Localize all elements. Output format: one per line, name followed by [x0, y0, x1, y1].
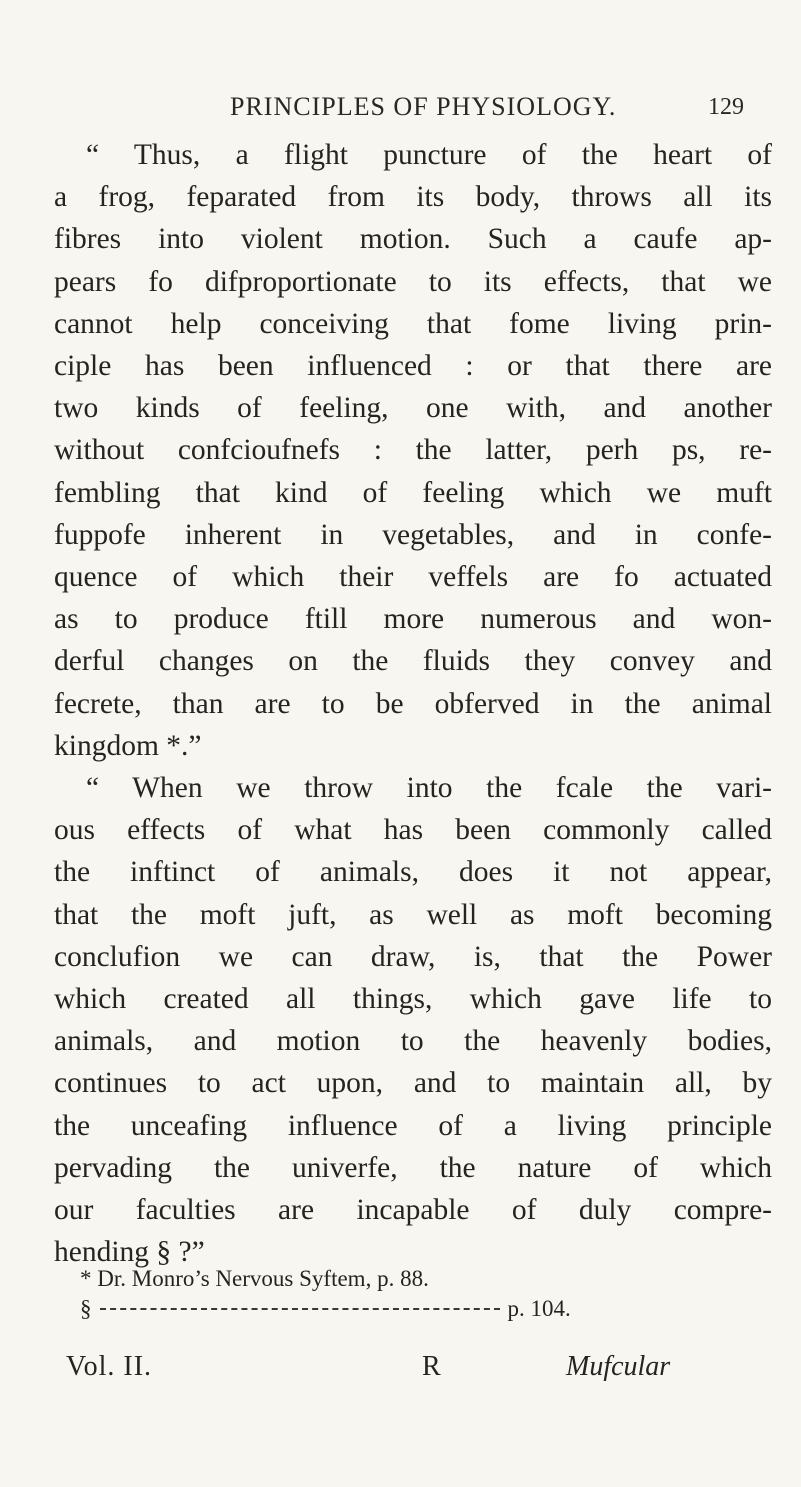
text-line: fibres into violent motion. Such a caufe ap- — [54, 223, 772, 256]
text-line: pervading the univerfe, the nature of which — [54, 1151, 772, 1184]
text-line: two kinds of feeling, one with, and another — [54, 392, 772, 425]
text-line: hending § ?” — [54, 1236, 205, 1269]
text-line: “ When we throw into the fcale the vari- — [86, 772, 772, 805]
text-line: a frog, feparated from its body, throws all its — [54, 181, 772, 214]
footnote-1: * Dr. Monro’s Nervous Syftem, p. 88. — [80, 1266, 429, 1291]
text-line: fecrete, than are to be obferved in the animal — [54, 687, 772, 720]
text-line: as to produce ftill more numerous and won- — [54, 603, 772, 636]
catchword: Mufcular — [566, 1351, 671, 1382]
text-line: that the moft juft, as well as moft becoming — [54, 898, 772, 931]
text-line: which created all things, which gave life to — [54, 983, 772, 1016]
text-line: “ Thus, a flight puncture of the heart of — [86, 139, 772, 171]
text-line: without confcioufnefs : the latter, perh ps, re- — [54, 434, 772, 467]
text-line: animals, and motion to the heavenly bodies, — [54, 1025, 772, 1058]
text-line: our faculties are incapable of duly compre- — [54, 1194, 772, 1227]
footnote-2-ref: p. 104. — [507, 1296, 571, 1321]
footnote-2-mark: § — [80, 1296, 92, 1321]
text-line: fembling that kind of feeling which we muft — [54, 476, 772, 509]
text-line: fuppofe inherent in vegetables, and in confe- — [54, 518, 772, 551]
signature-mark: R — [422, 1351, 441, 1382]
ditto-rule — [100, 1308, 500, 1310]
text-line: ciple has been influenced : or that there are — [54, 350, 772, 383]
body-text — [54, 134, 772, 1273]
text-line: the unceafing influence of a living principle — [54, 1109, 772, 1142]
text-line: continues to act upon, and to maintain all, by — [54, 1067, 772, 1100]
footnotes — [80, 1264, 720, 1324]
text-line: derful changes on the fluids they convey and — [54, 645, 772, 678]
running-head: PRINCIPLES OF PHYSIOLOGY. — [230, 92, 617, 121]
volume-label: Vol. II. — [66, 1351, 153, 1382]
text-line: quence of which their veffels are fo actuated — [54, 561, 772, 594]
text-line: ous effects of what has been commonly called — [54, 814, 772, 847]
text-line: kingdom *.” — [54, 729, 202, 762]
text-line: cannot help conceiving that fome living prin- — [54, 307, 772, 340]
footnote-2 — [80, 1294, 720, 1324]
text-line: the inftinct of animals, does it not appear, — [54, 856, 772, 889]
text-line: conclufion we can draw, is, that the Power — [54, 940, 772, 973]
text-line: pears fo difproportionate to its effects, that we — [54, 265, 772, 298]
page-number: 129 — [708, 94, 744, 120]
